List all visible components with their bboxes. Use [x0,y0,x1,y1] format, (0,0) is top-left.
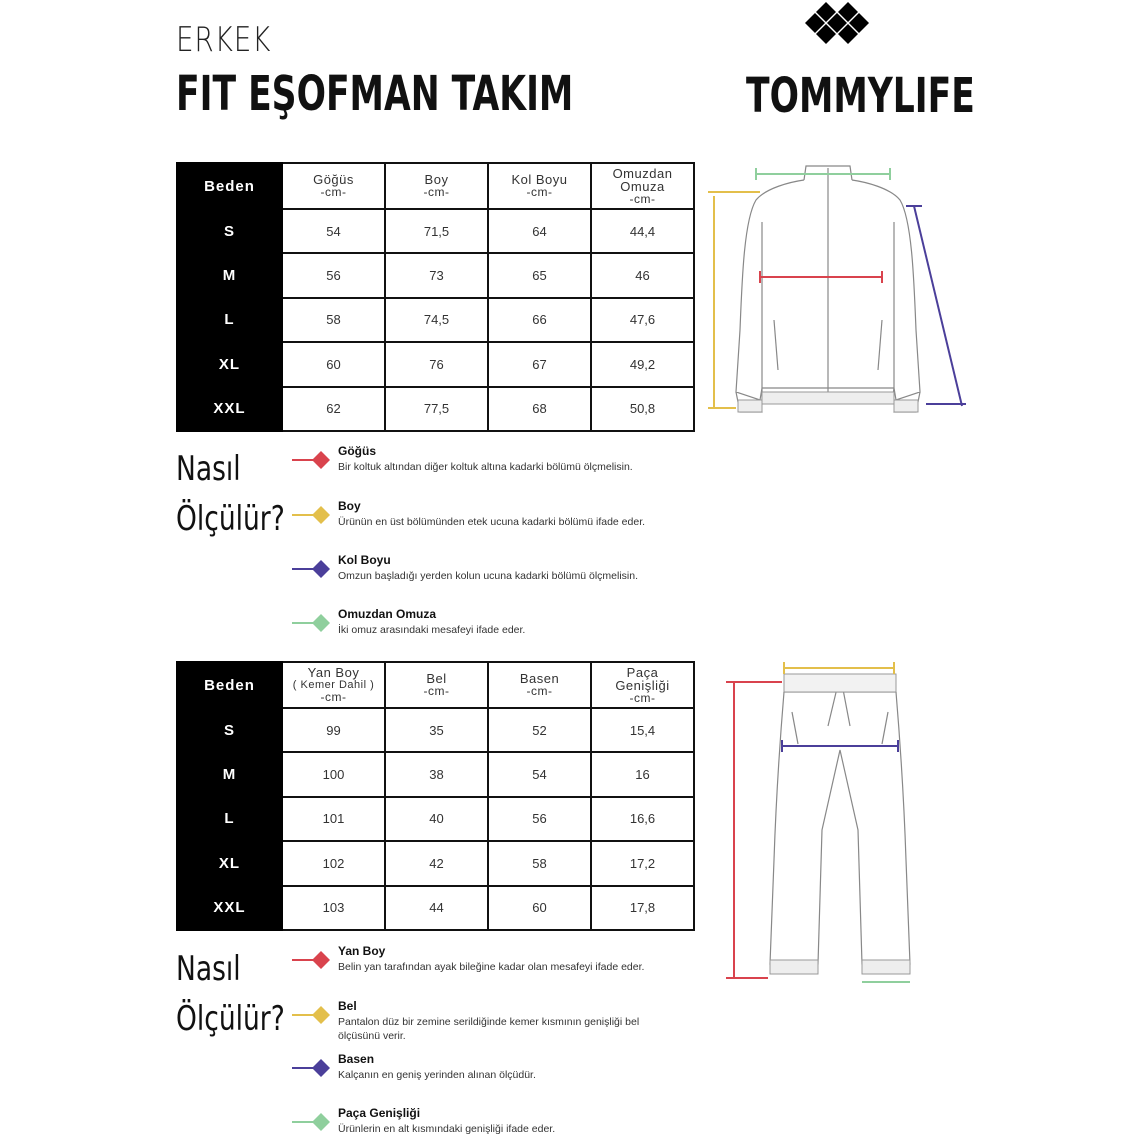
value-cell: 99 [282,708,385,752]
top-size-table [176,162,695,432]
value-cell: 62 [282,387,385,431]
size-cell: XXL [177,387,282,431]
top-guide-heading [176,444,285,544]
table-row [177,253,694,297]
value-cell: 100 [282,752,385,796]
guide-description: Ürünlerin en alt kısmındaki genişliği ifade eder. [338,1123,556,1135]
column-header: Yan Boy ( Kemer Dahil ) -cm- [282,662,385,708]
table-row [177,752,694,796]
value-cell: 54 [282,209,385,253]
value-cell: 71,5 [385,209,488,253]
guide-title: Boy [338,499,361,513]
size-header: Beden [177,662,282,708]
heading-line: Nasıl [176,449,241,489]
hip-marker-icon [292,1058,342,1078]
table-row [177,298,694,342]
value-cell: 60 [488,886,591,930]
heading-line: Ölçülür? [176,999,285,1039]
table-row [177,708,694,752]
value-cell: 44,4 [591,209,694,253]
column-header: Omuzdan Omuza -cm- [591,163,694,209]
size-cell: XL [177,841,282,885]
value-cell: 77,5 [385,387,488,431]
cuff-rib [894,400,918,412]
length-marker-icon [292,505,342,525]
value-cell: 38 [385,752,488,796]
value-cell: 73 [385,253,488,297]
table-row [177,209,694,253]
guide-title: Göğüs [338,444,376,458]
value-cell: 16,6 [591,797,694,841]
hem-rib [762,392,894,404]
guide-description: Belin yan tarafından ayak bileğine kadar olan mesafeyi ifade eder. [338,961,645,973]
guide-title: Bel [338,999,357,1013]
value-cell: 68 [488,387,591,431]
size-cell: XL [177,342,282,386]
value-cell: 66 [488,298,591,342]
sleeve-measure-line [914,206,962,406]
value-cell: 46 [591,253,694,297]
size-cell: M [177,253,282,297]
bottom-size-table [176,661,695,931]
table-row [177,886,694,930]
sleeve-marker-icon [292,559,342,579]
bottom-guide-heading [176,944,285,1044]
value-cell: 44 [385,886,488,930]
guide-description: Bir koltuk altından diğer koltuk altına kadarki bölümü ölçmelisin. [338,461,633,473]
size-cell: L [177,298,282,342]
value-cell: 65 [488,253,591,297]
value-cell: 16 [591,752,694,796]
value-cell: 15,4 [591,708,694,752]
ankle-cuff [862,960,910,974]
column-header: Paça Genişliği -cm- [591,662,694,708]
guide-description: Ürünün en üst bölümünden etek ucuna kadarki bölümü ifade eder. [338,516,646,528]
size-cell: L [177,797,282,841]
value-cell: 64 [488,209,591,253]
column-header: Bel -cm- [385,662,488,708]
value-cell: 67 [488,342,591,386]
value-cell: 101 [282,797,385,841]
value-cell: 17,2 [591,841,694,885]
guide-title: Basen [338,1052,375,1066]
size-cell: S [177,209,282,253]
guide-description: Kalçanın en geniş yerinden alınan ölçüdür. [338,1069,536,1081]
heading-line: Nasıl [176,949,241,989]
guide-description: Omzun başladığı yerden kolun ucuna kadarki bölümü ölçmelisin. [338,570,638,582]
value-cell: 52 [488,708,591,752]
side-length-marker-icon [292,950,342,970]
column-header: Boy -cm- [385,163,488,209]
value-cell: 56 [282,253,385,297]
guide-title: Paça Genişliği [338,1106,421,1120]
waist-marker-icon [292,1005,342,1025]
jacket-diagram [700,160,980,420]
table-row [177,342,694,386]
guide-description: İki omuz arasındaki mesafeyi ifade eder. [338,624,526,636]
value-cell: 40 [385,797,488,841]
value-cell: 50,8 [591,387,694,431]
guide-title: Kol Boyu [338,553,391,567]
value-cell: 58 [488,841,591,885]
size-cell: S [177,708,282,752]
guide-description: Pantalon düz bir zemine serildiğinde kemer kısmının genişliği bel ölçüsünü verir. [338,1016,640,1042]
column-header: Basen -cm- [488,662,591,708]
value-cell: 74,5 [385,298,488,342]
value-cell: 17,8 [591,886,694,930]
size-cell: M [177,752,282,796]
value-cell: 56 [488,797,591,841]
guide-title: Omuzdan Omuza [338,607,437,621]
table-row [177,797,694,841]
value-cell: 54 [488,752,591,796]
heading-line: Ölçülür? [176,499,285,539]
trousers-diagram [720,660,920,990]
brand-logo-icon [796,2,886,62]
size-cell: XXL [177,886,282,930]
value-cell: 35 [385,708,488,752]
guide-title: Yan Boy [338,944,386,958]
size-header: Beden [177,163,282,209]
value-cell: 103 [282,886,385,930]
value-cell: 102 [282,841,385,885]
brand-name: TOMMYLIFE [746,68,975,124]
column-header: Göğüs -cm- [282,163,385,209]
chest-marker-icon [292,450,342,470]
leg-opening-marker-icon [292,1112,342,1132]
column-header: Kol Boyu -cm- [488,163,591,209]
table-row [177,841,694,885]
ankle-cuff [770,960,818,974]
category-label: ERKEK [176,20,272,60]
value-cell: 58 [282,298,385,342]
value-cell: 76 [385,342,488,386]
value-cell: 42 [385,841,488,885]
value-cell: 49,2 [591,342,694,386]
page-title: FIT EŞOFMAN TAKIM [176,66,574,122]
table-row [177,387,694,431]
value-cell: 47,6 [591,298,694,342]
value-cell: 60 [282,342,385,386]
cuff-rib [738,400,762,412]
waistband [784,674,896,692]
shoulder-marker-icon [292,613,342,633]
